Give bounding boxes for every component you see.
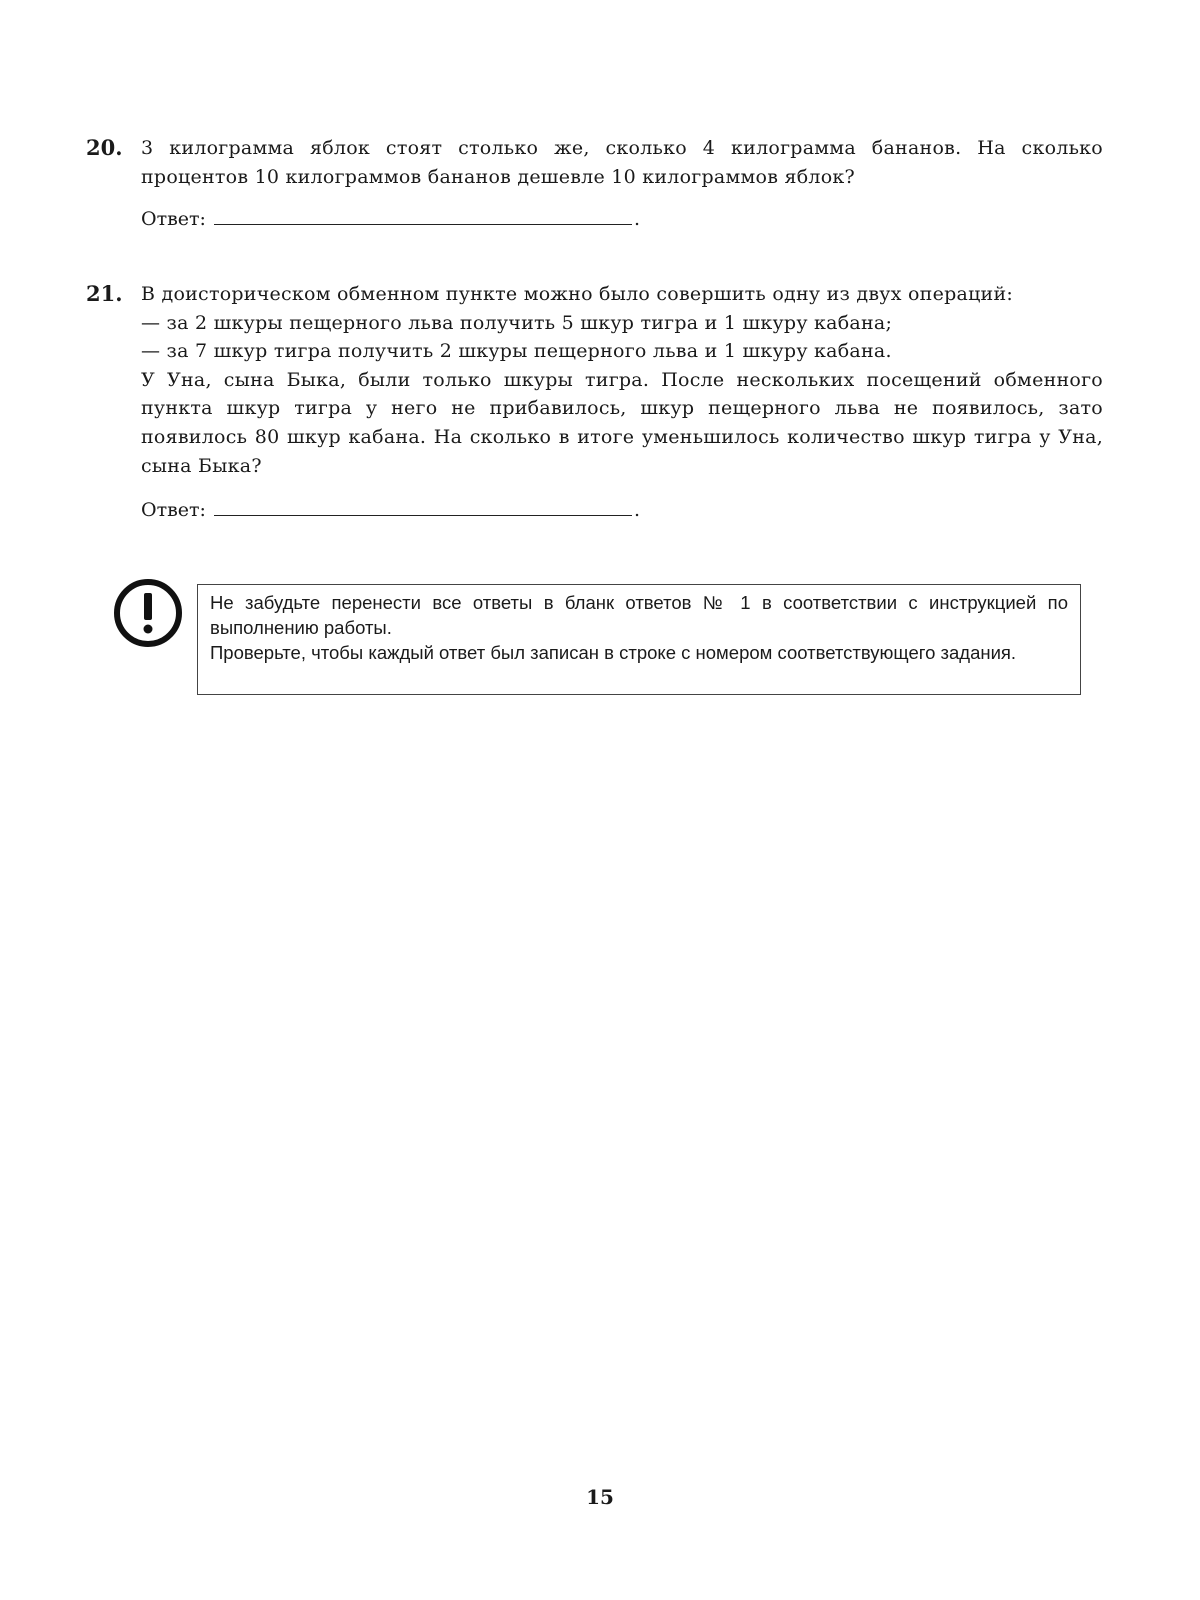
answer-row [141, 204, 640, 233]
task-21 [86, 280, 1106, 530]
answer-label: Ответ: [141, 499, 206, 521]
answer-label: Ответ: [141, 208, 206, 230]
task-question: 3 килограмма яблок стоят столько же, сколько 4 килограмма бананов. На сколько процентов 10 килограммов бананов дешевле 10 килограммов яблок? [141, 137, 1103, 188]
answer-end-dot: . [633, 499, 640, 521]
answer-input-line[interactable] [214, 204, 632, 225]
task-20 [86, 134, 1106, 244]
task-number: 20. [86, 135, 123, 160]
notice-box [197, 584, 1081, 695]
page-number: 15 [586, 1485, 614, 1509]
notice-line-1: Не забудьте перенести все ответы в бланк ответов № 1 в соответствии с инструкцией по выполнению работы. [210, 592, 1068, 638]
task-number: 21. [86, 281, 123, 306]
task-intro: В доисторическом обменном пункте можно было совершить одну из двух операций: [141, 283, 1014, 305]
task-text [141, 134, 1103, 191]
answer-input-line[interactable] [214, 495, 632, 516]
task-option-2: — за 7 шкур тигра получить 2 шкуры пещерного льва и 1 шкуру кабана. [141, 340, 892, 363]
exclamation-circle-icon [112, 577, 184, 649]
answer-end-dot: . [633, 208, 640, 230]
notice-line-2: Проверьте, чтобы каждый ответ был записан в строке с номером соответствующего задания. [210, 642, 1017, 663]
task-option-1: — за 2 шкуры пещерного льва получить 5 шкур тигра и 1 шкуру кабана; [141, 311, 893, 334]
task-text [141, 280, 1103, 480]
answer-row [141, 495, 640, 524]
task-question: У Уна, сына Быка, были только шкуры тигра. После нескольких посещений обменного пункта шкур тигра у него не прибавилось, шкур пещерного льва не появилось, зато появилось 80 шкур кабана. На сколько в итоге уменьшилось количество шкур тигра у Уна, сына Быка? [141, 368, 1103, 477]
